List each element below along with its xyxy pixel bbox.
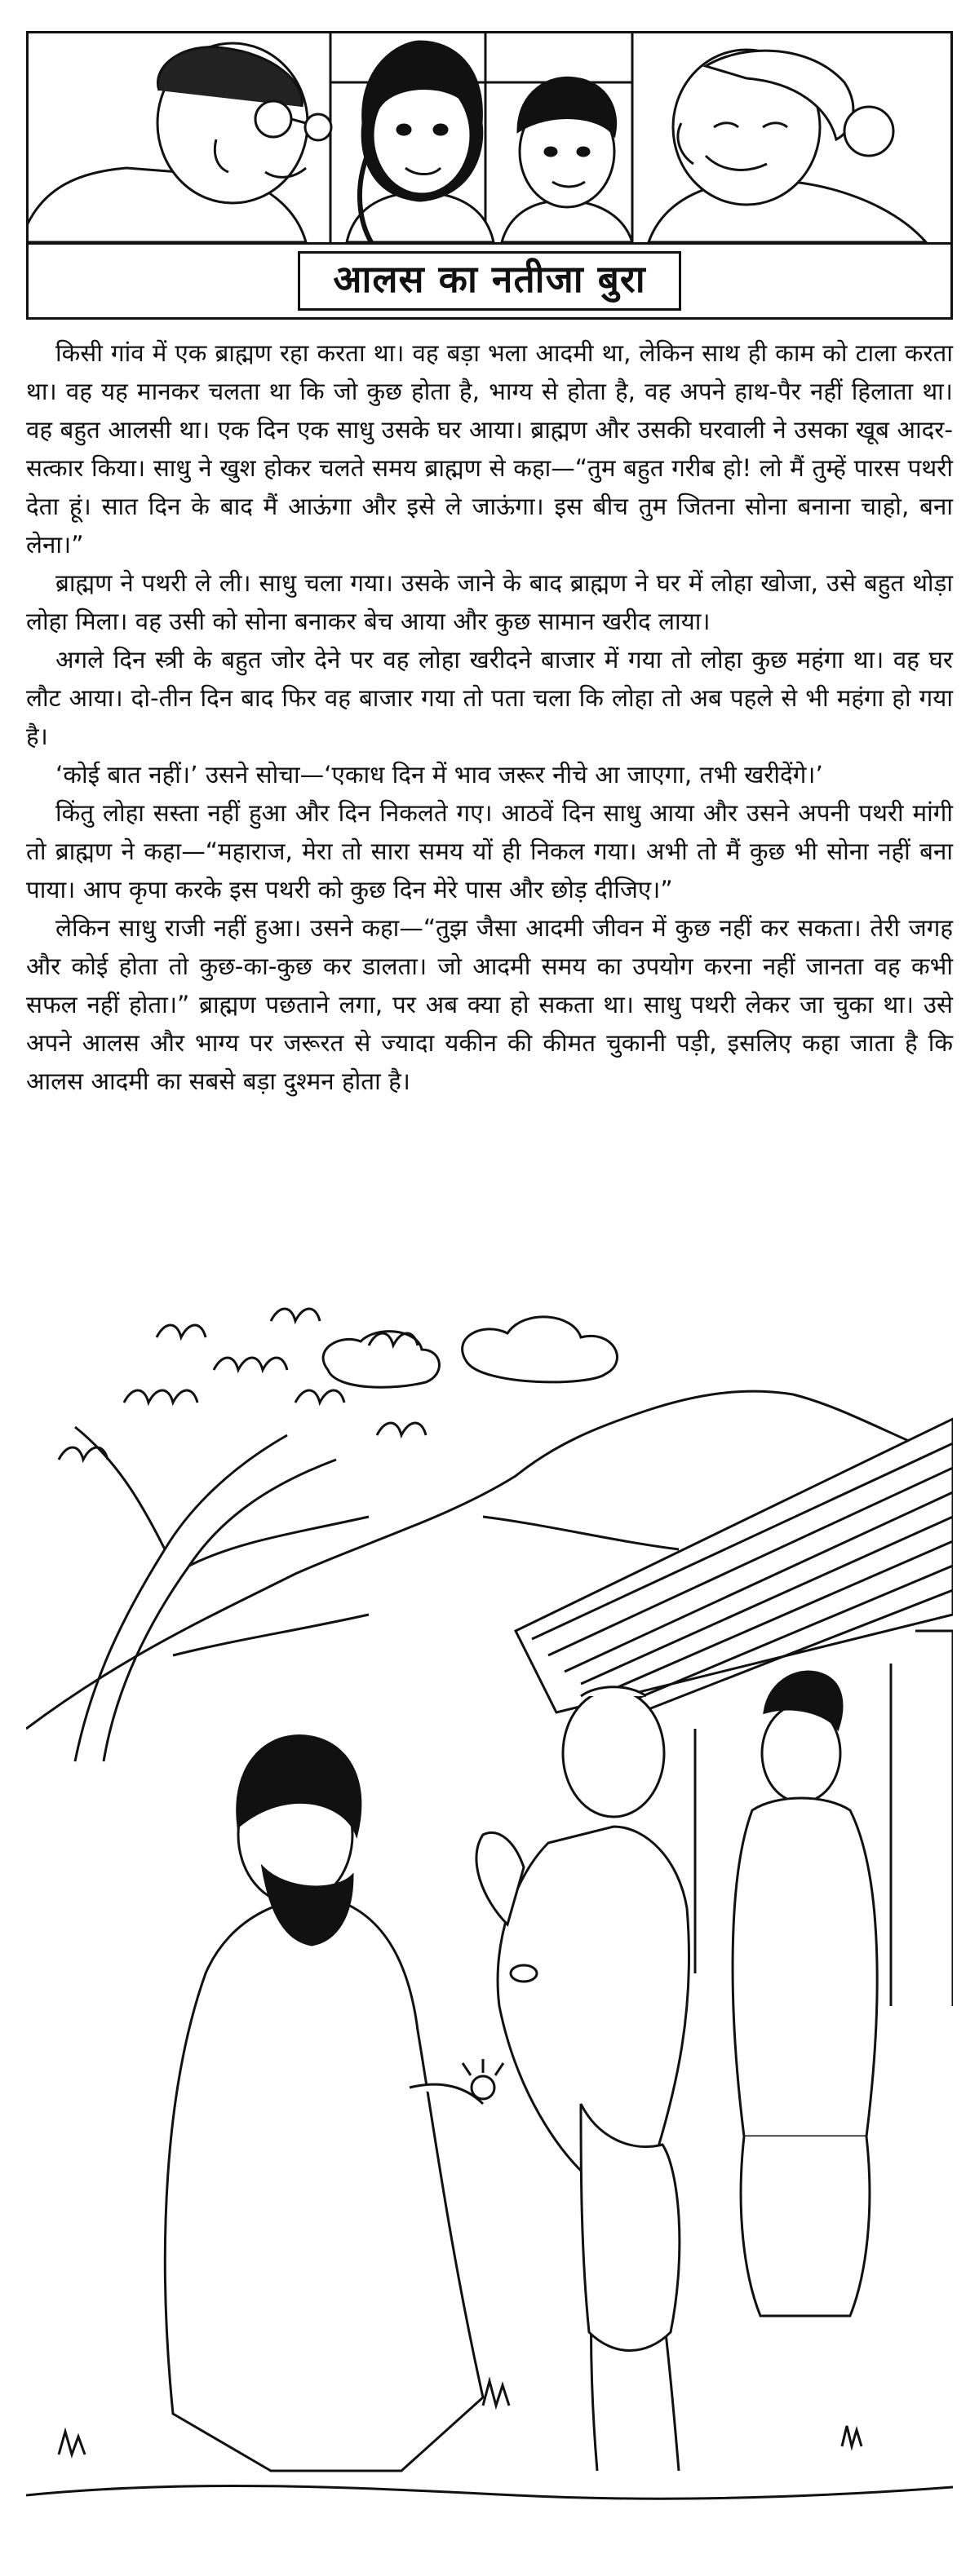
story-paragraph: अगले दिन स्त्री के बहुत जोर देने पर वह लोहा खरीदने बाजार में गया तो लोहा कुछ महंगा था। वह घर लौट आया। दो-तीन दिन बाद फिर वह बाजार गया तो पता चला कि लोहा तो अब पहले से भी महंगा हो गया है। [26,646,953,750]
header-illustration [26,31,953,245]
old-woman-figure [649,50,926,242]
ground-line [26,2485,953,2499]
boy-figure [502,77,632,242]
sage-figure [165,1735,503,2471]
girl-figure [347,42,494,242]
paras-stone-icon [472,2076,494,2099]
header-illustration-drawing [29,33,950,242]
story-paragraph: लेकिन साधु राजी नहीं हुआ। उसने कहा—“तुझ जैसा आदमी जीवन में कुछ नहीं कर सकता। तेरी जगह और कोई होता तो कुछ-का-कुछ कर डालता। जो आदमी समय का उपयोग करना नहीं जानता वह कभी सफल नहीं होता।” ब्राह्मण पछताने लगा, पर अब क्या हो सकता था। साधु पथरी लेकर जा चुका था। उसे अपने आलस और भाग्य पर जरूरत से ज्यादा यकीन की कीमत चुकानी पड़ी, इसलिए कहा जाता है कि आलस आदमी का सबसे बड़ा दुश्मन होता है। [26,914,953,1095]
story-text [26,334,953,1101]
story-paragraph: ‘कोई बात नहीं।’ उसने सोचा—‘एकाध दिन में भाव जरूर नीचे आ जाएगा, तभी खरीदेंगे।’ [55,761,823,789]
tree [59,1309,426,1761]
brahmin-figure [476,1687,689,2471]
old-man-figure [29,43,331,242]
page-title: आलस का नतीजा बुरा [298,251,680,311]
story-paragraph: ब्राह्मण ने पथरी ले ली। साधु चला गया। उसके जाने के बाद ब्राह्मण ने घर में लोहा खोजा, उसे बहुत थोड़ा लोहा मिला। वह उसी को सोना बनाकर बेच आया और कुछ सामान खरीद लाया। [26,569,953,635]
main-illustration-drawing [26,1272,953,2561]
story-paragraph: किंतु लोहा सस्ता नहीं हुआ और दिन निकलते गए। आठवें दिन साधु आया और उसने अपनी पथरी मांगी तो ब्राह्मण ने कहा—“महाराज, मेरा तो सारा समय यों ही निकल गया। अभी तो मैं कुछ भी सोना नहीं बना पाया। आप कृपा करके इस पथरी को कुछ दिन मेरे पास और छोड़ दीजिए।” [26,799,953,904]
wife-figure [733,1672,877,2316]
main-illustration [26,1272,953,2561]
cloud [323,1332,439,1388]
cloud [463,1317,618,1382]
story-paragraph: किसी गांव में एक ब्राह्मण रहा करता था। वह बड़ा भला आदमी था, लेकिन साथ ही काम को टाला करता था। वह यह मानकर चलता था कि जो कुछ होता है, भाग्य से होता है, वह अपने हाथ-पैर नहीं हिलाता था। वह बहुत आलसी था। एक दिन एक साधु उसके घर आया। ब्राह्मण और उसकी घरवाली ने उसका खूब आदर-सत्कार किया। साधु ने खुश होकर चलते समय ब्राह्मण से कहा—“तुम बहुत गरीब हो! लो मैं तुम्हें पारस पथरी देता हूं। सात दिन के बाद मैं आऊंगा और इसे ले जाऊंगा। इस बीच तुम जितना सोना बनाना चाहो, बना लेना।” [26,339,953,559]
title-box [26,245,953,320]
